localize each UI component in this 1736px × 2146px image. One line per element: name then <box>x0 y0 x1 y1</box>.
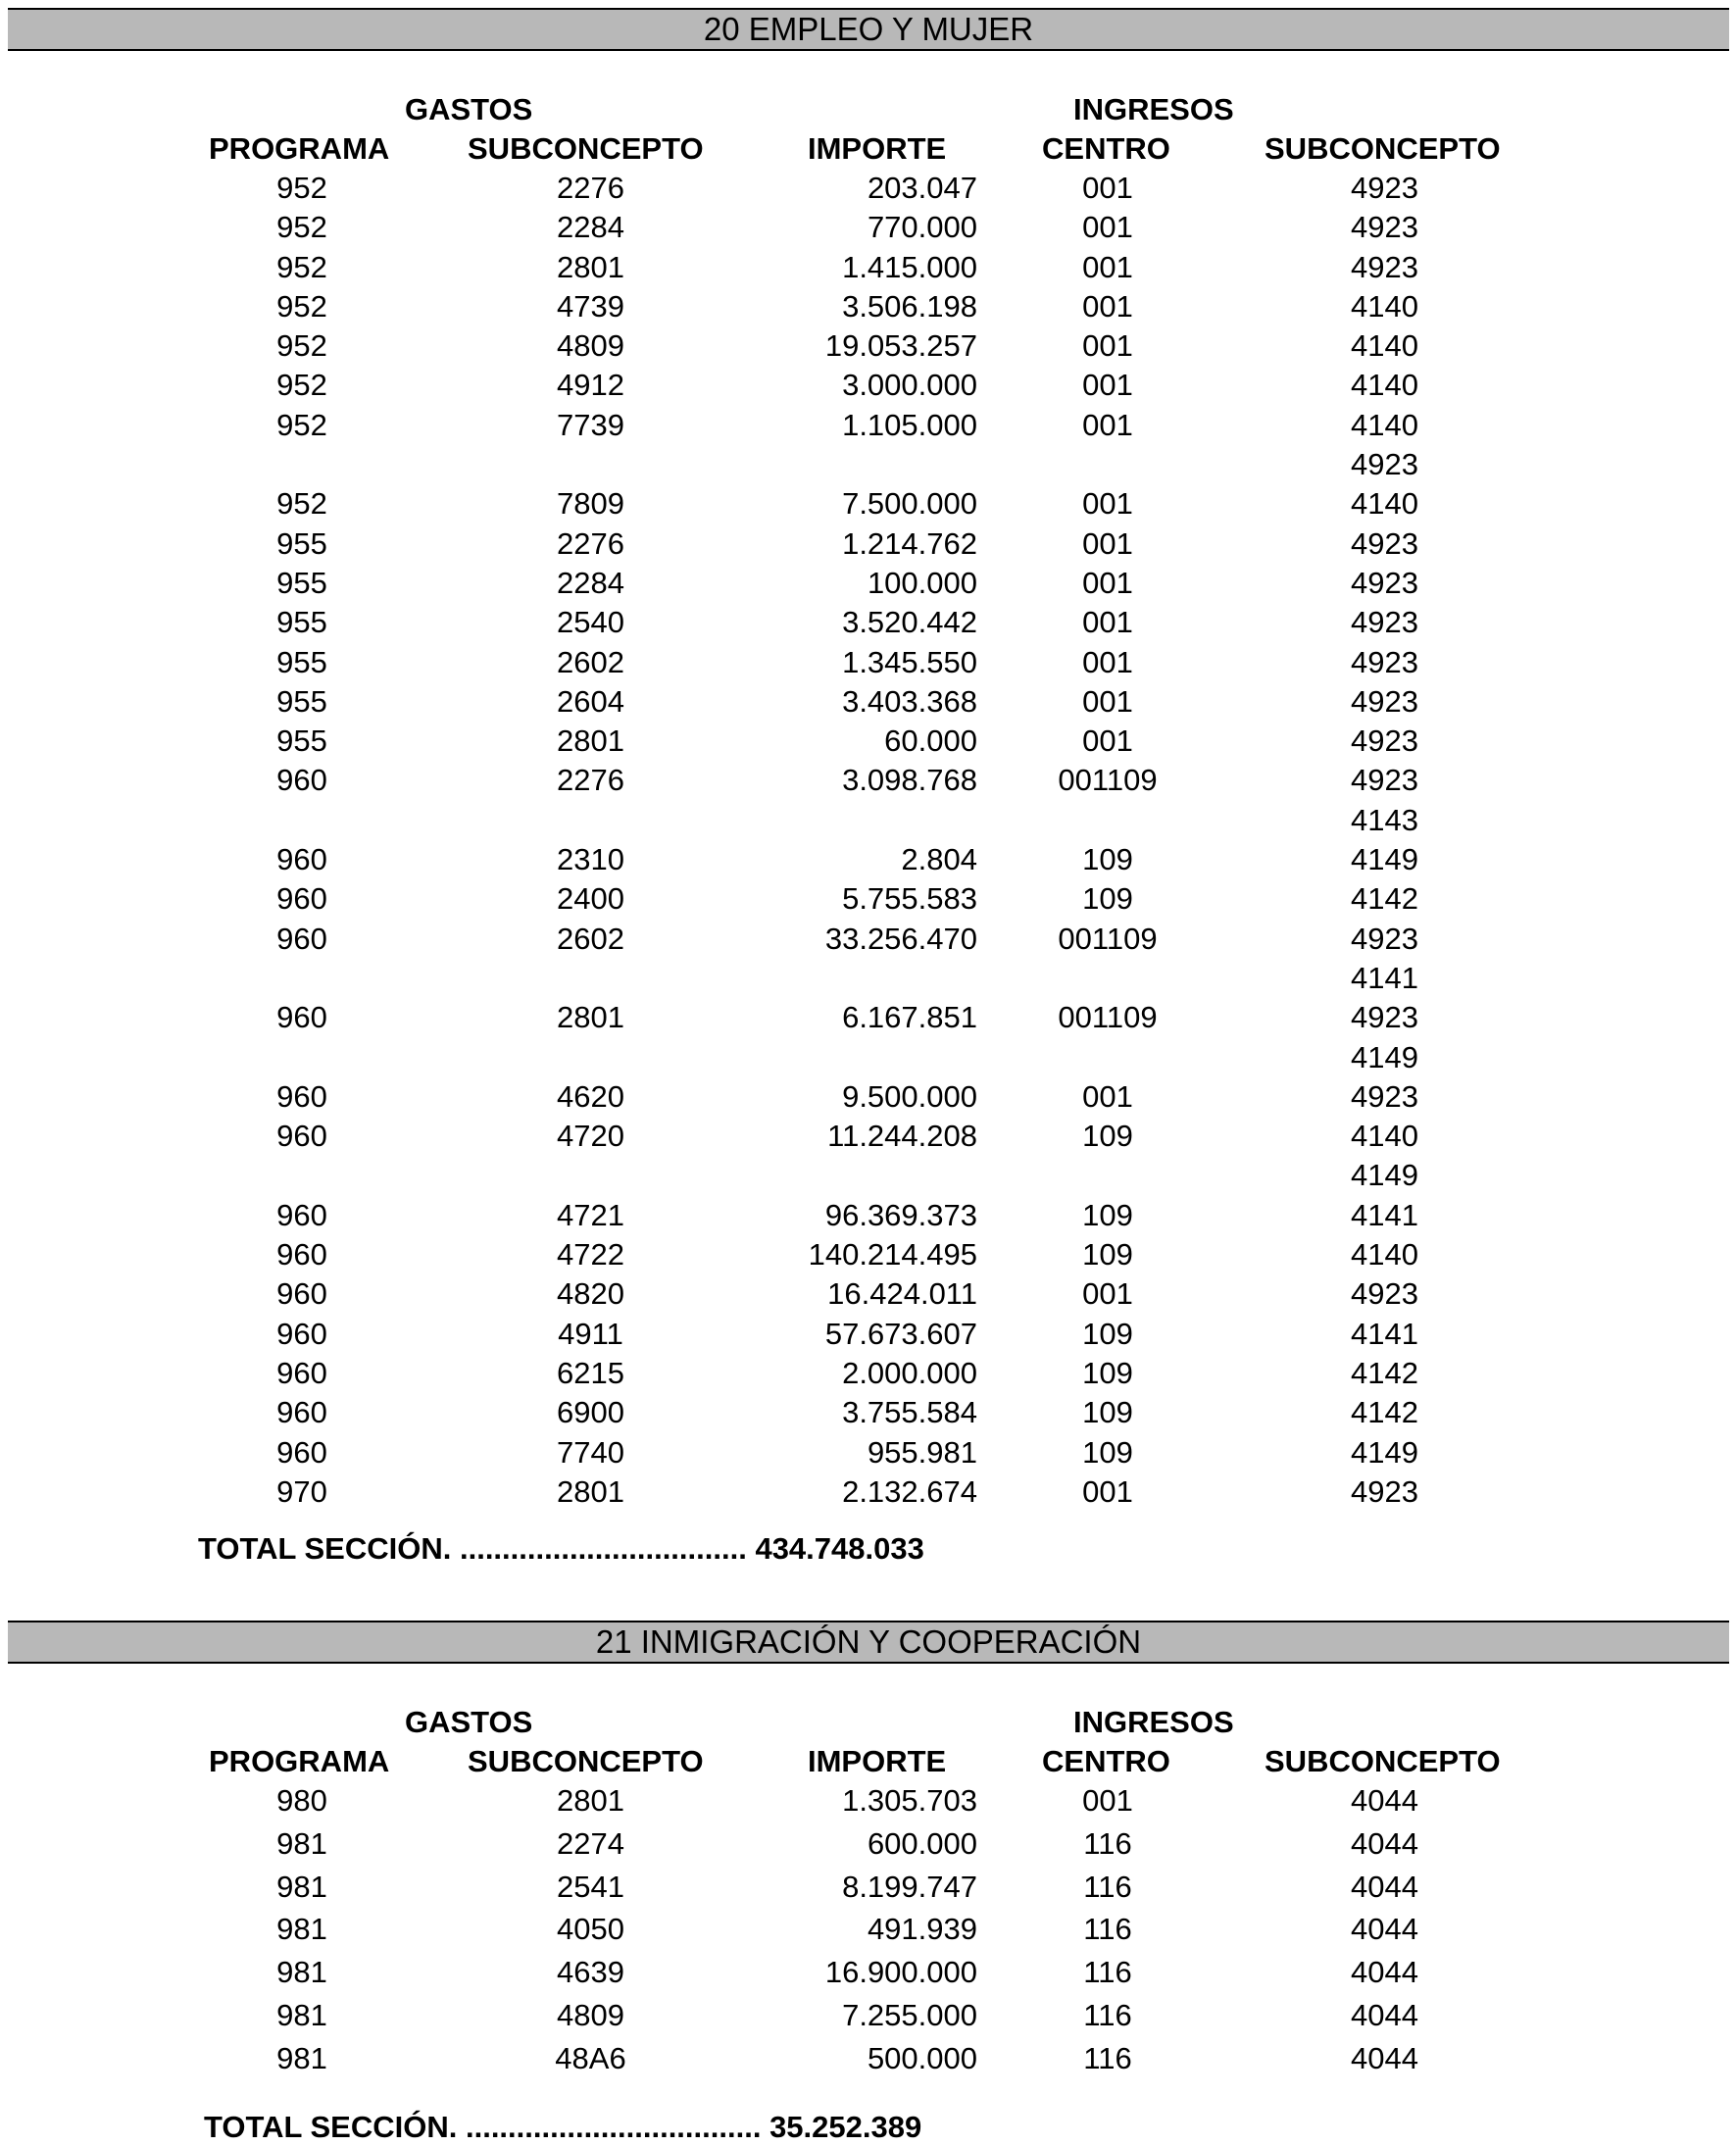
table-row <box>0 722 1736 761</box>
ingresos-subconcepto-cell: 4143 <box>1351 802 1418 837</box>
subconcepto-cell: 7740 <box>557 1434 624 1470</box>
programa-cell: 955 <box>276 605 327 640</box>
centro-cell: 116 <box>1083 1912 1132 1947</box>
programa-header: PROGRAMA <box>209 131 390 166</box>
importe-cell: 1.214.762 <box>842 525 977 561</box>
table-column-header <box>0 129 1736 169</box>
importe-cell: 57.673.607 <box>824 1316 977 1351</box>
programa-cell: 981 <box>276 1869 327 1904</box>
importe-cell: 33.256.470 <box>824 921 977 956</box>
ingresos-subconcepto-cell: 4140 <box>1351 486 1418 522</box>
subconcepto-cell: 4620 <box>557 1078 624 1114</box>
centro-cell: 001109 <box>1058 921 1158 956</box>
programa-cell: 955 <box>276 565 327 600</box>
ingresos-subconcepto-cell: 4923 <box>1351 171 1418 205</box>
programa-cell: 960 <box>276 1355 327 1390</box>
table-row <box>0 879 1736 919</box>
table-body <box>0 169 1736 1512</box>
programa-cell: 981 <box>276 1955 327 1990</box>
subconcepto-cell: 4639 <box>557 1955 624 1990</box>
subconcepto-cell: 2400 <box>557 881 624 917</box>
subconcepto-cell: 4912 <box>557 368 624 403</box>
centro-cell: 109 <box>1082 842 1133 877</box>
centro-cell: 001 <box>1082 407 1133 442</box>
table-row <box>0 1910 1736 1953</box>
programa-cell: 955 <box>276 683 327 719</box>
section-total <box>204 2110 921 2145</box>
programa-cell: 981 <box>276 1912 327 1947</box>
ingresos-subconcepto-cell: 4923 <box>1351 763 1418 798</box>
table-row <box>0 1781 1736 1824</box>
subconcepto-cell: 2276 <box>557 763 624 798</box>
importe-cell: 2.804 <box>901 842 977 877</box>
subconcepto-cell: 2284 <box>557 210 624 245</box>
subconcepto-cell: 2540 <box>557 605 624 640</box>
programa-cell: 960 <box>276 1395 327 1430</box>
total-value: 35.252.389 <box>769 2110 922 2144</box>
ingresos-subconcepto-header: SUBCONCEPTO <box>1265 1744 1501 1778</box>
programa-cell: 960 <box>276 881 327 917</box>
table-group-header <box>0 1703 1736 1742</box>
centro-cell: 001 <box>1082 1473 1133 1509</box>
centro-cell: 001 <box>1082 288 1133 324</box>
programa-cell: 960 <box>276 1316 327 1351</box>
table-row <box>0 603 1736 642</box>
ingresos-subconcepto-cell: 4044 <box>1351 1783 1418 1818</box>
centro-cell: 109 <box>1082 1237 1133 1273</box>
importe-cell: 1.305.703 <box>842 1783 977 1818</box>
table-row <box>0 1996 1736 2039</box>
table-row <box>0 801 1736 840</box>
centro-cell: 001 <box>1082 644 1133 679</box>
subconcepto-header: SUBCONCEPTO <box>468 1744 704 1778</box>
programa-cell: 981 <box>276 1825 327 1861</box>
importe-cell: 600.000 <box>867 1825 977 1861</box>
programa-cell: 952 <box>276 210 327 245</box>
subconcepto-cell: 2602 <box>557 921 624 956</box>
subconcepto-cell: 2310 <box>557 842 624 877</box>
subconcepto-cell: 4720 <box>557 1119 624 1154</box>
ingresos-subconcepto-cell: 4141 <box>1351 1197 1418 1232</box>
table-row <box>0 1953 1736 1996</box>
programa-cell: 960 <box>276 842 327 877</box>
subconcepto-cell: 48A6 <box>555 2040 626 2075</box>
importe-cell: 1.415.000 <box>842 249 977 284</box>
ingresos-subconcepto-cell: 4923 <box>1351 447 1418 482</box>
importe-cell: 2.000.000 <box>842 1355 977 1390</box>
subconcepto-cell: 2541 <box>557 1869 624 1904</box>
table-row <box>0 761 1736 800</box>
table-row <box>0 564 1736 603</box>
table-body <box>0 1781 1736 2082</box>
subconcepto-cell: 2604 <box>557 683 624 719</box>
table-row <box>0 248 1736 287</box>
centro-cell: 116 <box>1083 1955 1132 1990</box>
importe-cell: 1.105.000 <box>842 407 977 442</box>
table-row <box>0 524 1736 564</box>
subconcepto-cell: 7739 <box>557 407 624 442</box>
subconcepto-cell: 6900 <box>557 1395 624 1430</box>
importe-cell: 3.520.442 <box>842 605 977 640</box>
centro-cell: 001 <box>1082 1783 1133 1818</box>
centro-cell: 109 <box>1082 881 1133 917</box>
table-row <box>0 169 1736 208</box>
table-row <box>0 1472 1736 1512</box>
ingresos-subconcepto-cell: 4142 <box>1351 1395 1418 1430</box>
table-row <box>0 1117 1736 1156</box>
subconcepto-cell: 4809 <box>557 1997 624 2032</box>
ingresos-header: INGRESOS <box>1073 92 1234 126</box>
programa-cell: 952 <box>276 328 327 364</box>
section-table <box>0 90 1736 1512</box>
importe-cell: 6.167.851 <box>842 1000 977 1035</box>
programa-cell: 980 <box>276 1783 327 1818</box>
importe-cell: 500.000 <box>867 2040 977 2075</box>
subconcepto-cell: 2276 <box>557 525 624 561</box>
importe-cell: 3.098.768 <box>842 763 977 798</box>
ingresos-subconcepto-cell: 4140 <box>1351 368 1418 403</box>
ingresos-subconcepto-cell: 4142 <box>1351 1355 1418 1390</box>
subconcepto-cell: 2801 <box>557 1783 624 1818</box>
centro-cell: 001 <box>1082 724 1133 759</box>
ingresos-header: INGRESOS <box>1073 1705 1234 1739</box>
table-column-header <box>0 1742 1736 1781</box>
importe-cell: 11.244.208 <box>827 1119 977 1154</box>
ingresos-subconcepto-cell: 4140 <box>1351 328 1418 364</box>
ingresos-subconcepto-cell: 4923 <box>1351 1276 1418 1312</box>
programa-cell: 970 <box>276 1473 327 1509</box>
ingresos-subconcepto-cell: 4923 <box>1351 724 1418 759</box>
table-row <box>0 326 1736 366</box>
programa-cell: 952 <box>276 407 327 442</box>
subconcepto-cell: 4911 <box>558 1316 623 1351</box>
subconcepto-cell: 4721 <box>557 1197 624 1232</box>
programa-cell: 952 <box>276 288 327 324</box>
subconcepto-cell: 2801 <box>557 1473 624 1509</box>
table-row <box>0 1235 1736 1274</box>
importe-cell: 203.047 <box>867 171 977 205</box>
total-dots: ................................... <box>465 2110 762 2144</box>
importe-header: IMPORTE <box>808 131 947 166</box>
ingresos-subconcepto-cell: 4044 <box>1351 1869 1418 1904</box>
ingresos-subconcepto-cell: 4142 <box>1351 881 1418 917</box>
centro-cell: 001 <box>1082 171 1133 205</box>
section-table <box>0 1703 1736 2082</box>
section-title: 21 INMIGRACIÓN Y COOPERACIÓN <box>595 1623 1142 1660</box>
ingresos-subconcepto-cell: 4044 <box>1351 1955 1418 1990</box>
subconcepto-cell: 4809 <box>557 328 624 364</box>
importe-cell: 3.403.368 <box>842 683 977 719</box>
importe-cell: 3.000.000 <box>842 368 977 403</box>
ingresos-subconcepto-cell: 4923 <box>1351 565 1418 600</box>
centro-cell: 001 <box>1082 1276 1133 1312</box>
total-value: 434.748.033 <box>755 1531 924 1566</box>
table-row <box>0 1156 1736 1195</box>
ingresos-subconcepto-cell: 4140 <box>1351 1119 1418 1154</box>
importe-cell: 7.255.000 <box>842 1997 977 2032</box>
programa-cell: 955 <box>276 525 327 561</box>
programa-cell: 960 <box>276 1237 327 1273</box>
table-row <box>0 1274 1736 1314</box>
table-row <box>0 1038 1736 1077</box>
centro-cell: 001 <box>1082 565 1133 600</box>
ingresos-subconcepto-cell: 4923 <box>1351 1000 1418 1035</box>
programa-cell: 952 <box>276 171 327 205</box>
ingresos-subconcepto-cell: 4044 <box>1351 2040 1418 2075</box>
table-row <box>0 1393 1736 1432</box>
table-row <box>0 920 1736 959</box>
table-row <box>0 445 1736 484</box>
ingresos-subconcepto-cell: 4141 <box>1351 1316 1418 1351</box>
ingresos-subconcepto-cell: 4149 <box>1351 842 1418 877</box>
programa-cell: 981 <box>276 1997 327 2032</box>
importe-cell: 8.199.747 <box>842 1869 977 1904</box>
centro-cell: 109 <box>1082 1197 1133 1232</box>
importe-cell: 3.755.584 <box>842 1395 977 1430</box>
ingresos-subconcepto-cell: 4923 <box>1351 1078 1418 1114</box>
importe-cell: 19.053.257 <box>824 328 977 364</box>
programa-cell: 960 <box>276 1119 327 1154</box>
ingresos-subconcepto-cell: 4923 <box>1351 249 1418 284</box>
total-label: TOTAL SECCIÓN. <box>198 1531 452 1566</box>
ingresos-subconcepto-cell: 4044 <box>1351 1825 1418 1861</box>
section-total <box>198 1531 924 1567</box>
ingresos-subconcepto-cell: 4044 <box>1351 1997 1418 2032</box>
table-row <box>0 1196 1736 1235</box>
table-row <box>0 208 1736 247</box>
centro-cell: 109 <box>1082 1316 1133 1351</box>
subconcepto-cell: 4820 <box>557 1276 624 1312</box>
table-row <box>0 959 1736 998</box>
programa-cell: 952 <box>276 368 327 403</box>
ingresos-subconcepto-cell: 4149 <box>1351 1039 1418 1074</box>
importe-cell: 16.424.011 <box>827 1276 977 1312</box>
centro-cell: 109 <box>1082 1395 1133 1430</box>
ingresos-subconcepto-cell: 4923 <box>1351 525 1418 561</box>
centro-cell: 001 <box>1082 328 1133 364</box>
ingresos-subconcepto-cell: 4923 <box>1351 210 1418 245</box>
centro-cell: 116 <box>1083 2040 1132 2075</box>
ingresos-subconcepto-cell: 4044 <box>1351 1912 1418 1947</box>
importe-cell: 5.755.583 <box>842 881 977 917</box>
ingresos-subconcepto-cell: 4923 <box>1351 921 1418 956</box>
centro-cell: 001 <box>1082 368 1133 403</box>
programa-cell: 960 <box>276 1276 327 1312</box>
ingresos-subconcepto-cell: 4140 <box>1351 288 1418 324</box>
subconcepto-header: SUBCONCEPTO <box>468 131 704 166</box>
centro-cell: 109 <box>1082 1355 1133 1390</box>
importe-cell: 491.939 <box>867 1912 977 1947</box>
table-row <box>0 1077 1736 1117</box>
table-row <box>0 484 1736 524</box>
programa-cell: 960 <box>276 921 327 956</box>
importe-cell: 7.500.000 <box>842 486 977 522</box>
gastos-header: GASTOS <box>405 92 533 126</box>
importe-cell: 60.000 <box>884 724 977 759</box>
programa-cell: 955 <box>276 644 327 679</box>
table-row <box>0 643 1736 682</box>
importe-cell: 96.369.373 <box>824 1197 977 1232</box>
section-title-bar <box>8 8 1729 51</box>
table-row <box>0 287 1736 326</box>
programa-cell: 960 <box>276 763 327 798</box>
programa-cell: 960 <box>276 1000 327 1035</box>
gastos-header: GASTOS <box>405 1705 533 1739</box>
section-title-bar <box>8 1621 1729 1664</box>
ingresos-subconcepto-cell: 4923 <box>1351 605 1418 640</box>
programa-cell: 981 <box>276 2040 327 2075</box>
programa-cell: 960 <box>276 1434 327 1470</box>
centro-cell: 001 <box>1082 210 1133 245</box>
centro-cell: 109 <box>1082 1434 1133 1470</box>
importe-header: IMPORTE <box>808 1744 947 1778</box>
centro-cell: 001 <box>1082 525 1133 561</box>
importe-cell: 1.345.550 <box>842 644 977 679</box>
table-row <box>0 2039 1736 2082</box>
subconcepto-cell: 2801 <box>557 249 624 284</box>
table-row <box>0 998 1736 1037</box>
centro-cell: 001109 <box>1058 763 1158 798</box>
table-row <box>0 1315 1736 1354</box>
subconcepto-cell: 6215 <box>557 1355 624 1390</box>
importe-cell: 2.132.674 <box>842 1473 977 1509</box>
centro-cell: 109 <box>1082 1119 1133 1154</box>
centro-cell: 116 <box>1083 1997 1132 2032</box>
subconcepto-cell: 2276 <box>557 171 624 205</box>
importe-cell: 770.000 <box>867 210 977 245</box>
table-row <box>0 682 1736 722</box>
programa-header: PROGRAMA <box>209 1744 390 1778</box>
centro-cell: 001 <box>1082 249 1133 284</box>
ingresos-subconcepto-cell: 4141 <box>1351 960 1418 995</box>
ingresos-subconcepto-cell: 4923 <box>1351 1473 1418 1509</box>
subconcepto-cell: 2274 <box>557 1825 624 1861</box>
importe-cell: 16.900.000 <box>824 1955 977 1990</box>
subconcepto-cell: 4050 <box>557 1912 624 1947</box>
table-row <box>0 406 1736 445</box>
subconcepto-cell: 4739 <box>557 288 624 324</box>
ingresos-subconcepto-cell: 4140 <box>1351 407 1418 442</box>
centro-cell: 001 <box>1082 1078 1133 1114</box>
centro-cell: 001109 <box>1058 1000 1158 1035</box>
importe-cell: 955.981 <box>867 1434 977 1470</box>
table-row <box>0 1433 1736 1472</box>
importe-cell: 100.000 <box>867 565 977 600</box>
subconcepto-cell: 2801 <box>557 724 624 759</box>
ingresos-subconcepto-cell: 4149 <box>1351 1434 1418 1470</box>
total-dots: .................................. <box>459 1531 747 1566</box>
table-row <box>0 1868 1736 1911</box>
ingresos-subconcepto-header: SUBCONCEPTO <box>1265 131 1501 166</box>
programa-cell: 960 <box>276 1197 327 1232</box>
centro-cell: 001 <box>1082 683 1133 719</box>
ingresos-subconcepto-cell: 4149 <box>1351 1158 1418 1193</box>
table-group-header <box>0 90 1736 129</box>
subconcepto-cell: 2602 <box>557 644 624 679</box>
importe-cell: 3.506.198 <box>842 288 977 324</box>
subconcepto-cell: 4722 <box>557 1237 624 1273</box>
importe-cell: 140.214.495 <box>808 1237 977 1273</box>
subconcepto-cell: 7809 <box>557 486 624 522</box>
table-row <box>0 366 1736 405</box>
centro-cell: 116 <box>1083 1825 1132 1861</box>
programa-cell: 960 <box>276 1078 327 1114</box>
centro-header: CENTRO <box>1042 1744 1170 1778</box>
centro-cell: 001 <box>1082 486 1133 522</box>
ingresos-subconcepto-cell: 4923 <box>1351 644 1418 679</box>
centro-cell: 116 <box>1083 1869 1132 1904</box>
ingresos-subconcepto-cell: 4923 <box>1351 683 1418 719</box>
importe-cell: 9.500.000 <box>842 1078 977 1114</box>
table-row <box>0 1824 1736 1868</box>
table-row <box>0 1354 1736 1393</box>
programa-cell: 952 <box>276 249 327 284</box>
section-title: 20 EMPLEO Y MUJER <box>703 11 1034 47</box>
programa-cell: 955 <box>276 724 327 759</box>
ingresos-subconcepto-cell: 4140 <box>1351 1237 1418 1273</box>
table-row <box>0 840 1736 879</box>
centro-header: CENTRO <box>1042 131 1170 166</box>
subconcepto-cell: 2284 <box>557 565 624 600</box>
centro-cell: 001 <box>1082 605 1133 640</box>
total-label: TOTAL SECCIÓN. <box>204 2110 458 2144</box>
programa-cell: 952 <box>276 486 327 522</box>
subconcepto-cell: 2801 <box>557 1000 624 1035</box>
